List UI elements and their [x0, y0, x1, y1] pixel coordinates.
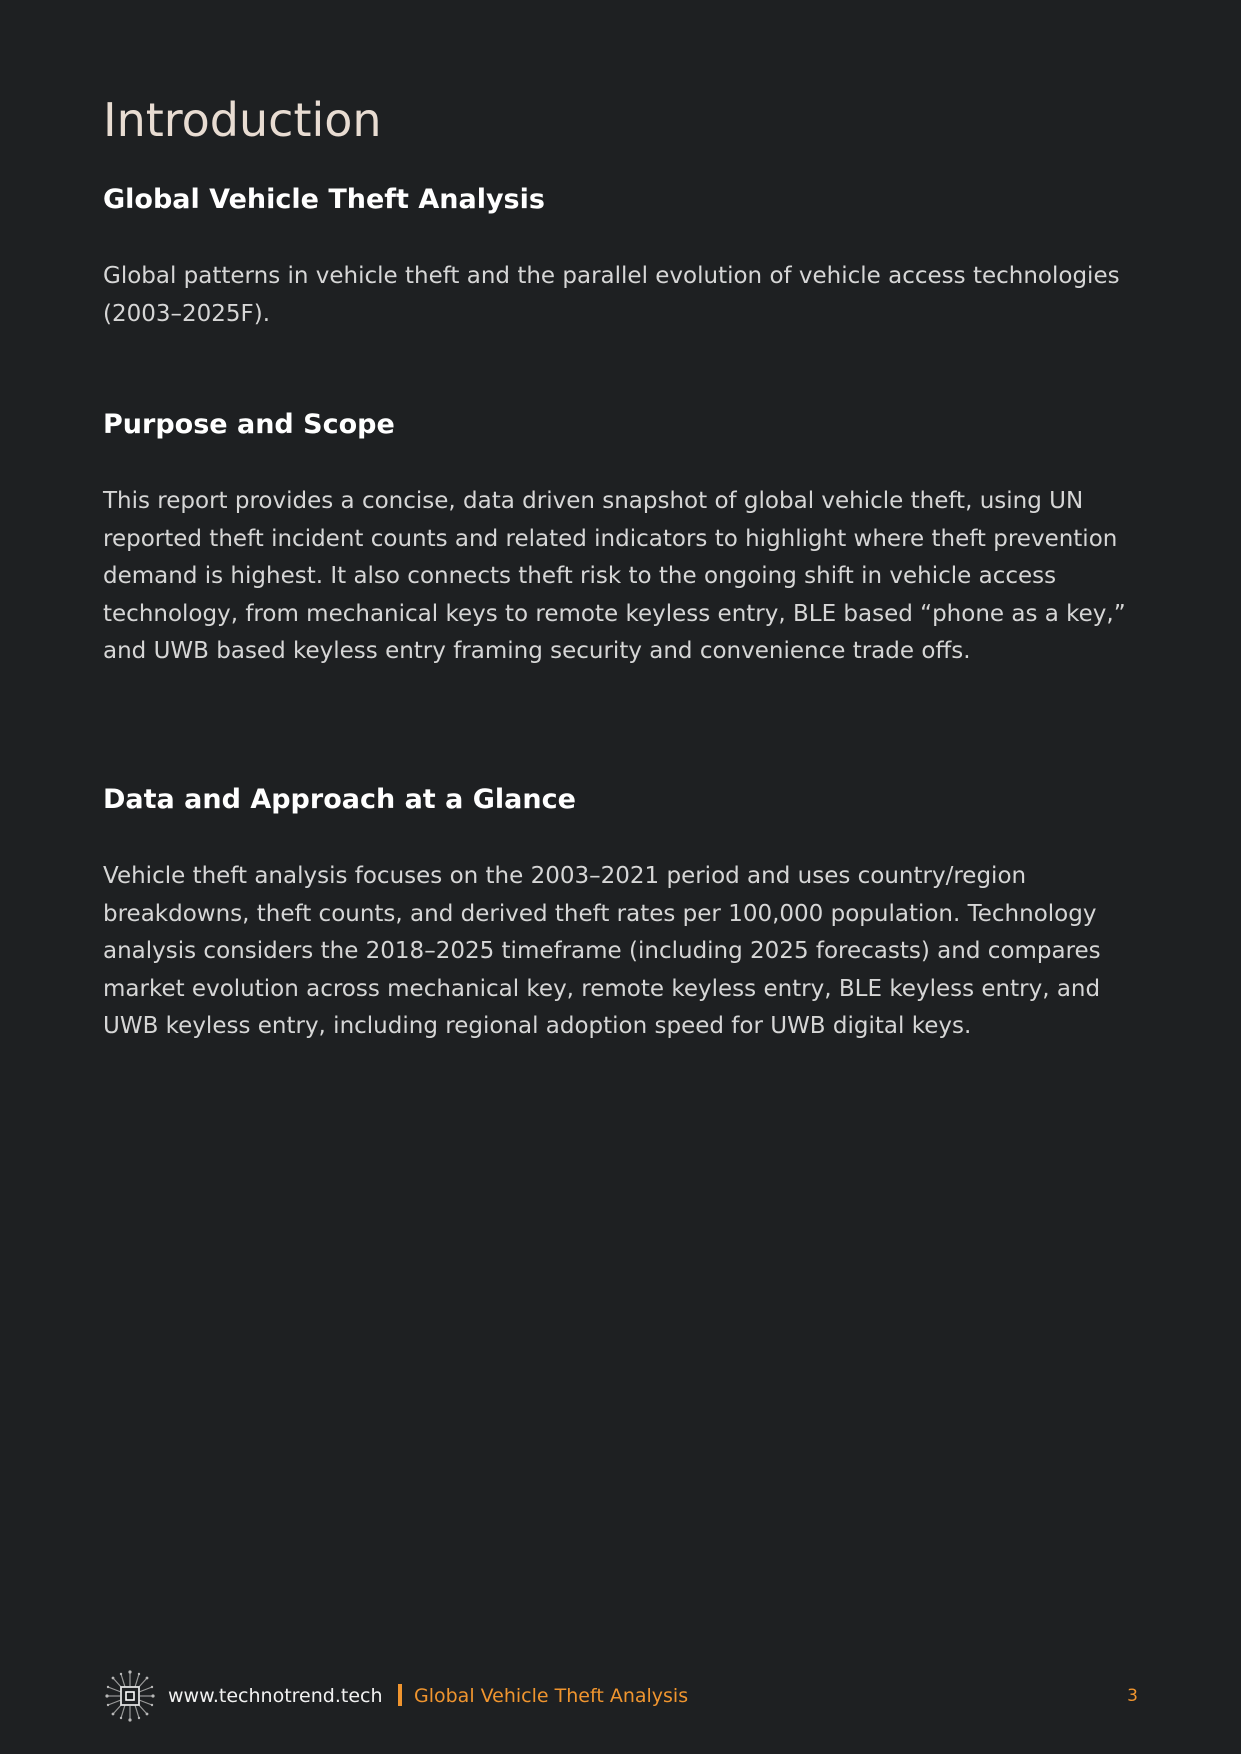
footer-website-link[interactable]: www.technotrend.tech [168, 1685, 383, 1707]
circuit-chip-logo-icon [103, 1668, 157, 1724]
section-heading-purpose-scope: Purpose and Scope [103, 409, 395, 440]
section-body-data-approach: Vehicle theft analysis focuses on the 2003–2021 period and uses country/region breakdowns, theft counts, and derived theft rates per 100,000 population. Technology analysis considers the 2018–2025 timeframe (including 2025 forecasts) and compares market evolution across mechanical key, remote keyless entry, BLE keyless entry, and UWB keyless entry, including regional adoption speed for UWB digital keys. [103, 863, 1101, 1039]
page-footer [103, 1668, 1138, 1724]
section-heading-global-analysis: Global Vehicle Theft Analysis [103, 184, 545, 215]
footer-report-title: Global Vehicle Theft Analysis [414, 1685, 689, 1707]
page-title: Introduction [103, 93, 382, 147]
page-number: 3 [1127, 1686, 1138, 1706]
footer-divider [398, 1684, 402, 1706]
section-heading-data-approach: Data and Approach at a Glance [103, 784, 576, 815]
section-body-purpose-scope: This report provides a concise, data driven snapshot of global vehicle theft, using UN reported theft incident counts and related indicators to highlight where theft prevention demand is highest. It also connects theft risk to the ongoing shift in vehicle access technology, from mechanical keys to remote keyless entry, BLE based “phone as a key,” and UWB based keyless entry framing security and convenience trade offs. [103, 488, 1126, 664]
section-body-global-analysis: Global patterns in vehicle theft and the parallel evolution of vehicle access technologies (2003–2025F). [103, 263, 1120, 327]
